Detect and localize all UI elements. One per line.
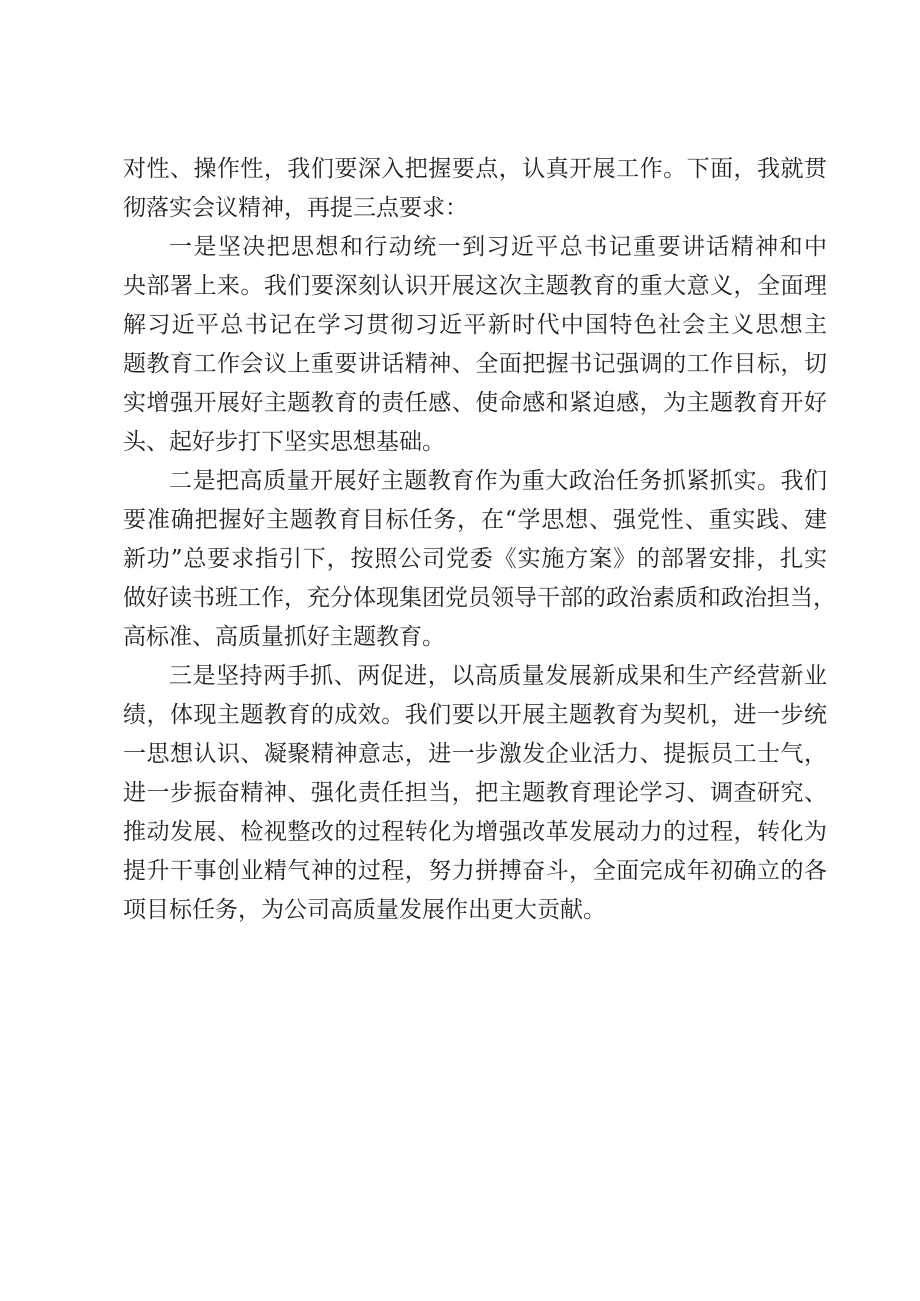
text-line: 要准确把握好主题教育目标任务，在“学思想、强党性、重实践、建 — [123, 507, 827, 533]
text-line: 推动发展、检视整改的过程转化为增强改革发展动力的过程，转化为 — [123, 819, 827, 845]
text-line: 解习近平总书记在学习贯彻习近平新时代中国特色社会主义思想主 — [123, 312, 827, 338]
text-line: 头、起好步打下坚实思想基础。 — [123, 429, 445, 455]
paragraph-requirement-3 — [123, 657, 827, 930]
text-line: 绩，体现主题教育的成效。我们要以开展主题教育为契机，进一步统 — [123, 702, 827, 728]
paragraph-intro — [123, 150, 827, 228]
text-line: 项目标任务，为公司高质量发展作出更大贡献。 — [123, 897, 606, 923]
paragraph-requirement-2 — [123, 462, 836, 657]
text-line: 一是坚决把思想和行动统一到习近平总书记重要讲话精神和中 — [169, 234, 827, 260]
text-line: 做好读书班工作，充分体现集团党员领导干部的政治素质和政治担当， — [123, 585, 836, 611]
text-line: 进一步振奋精神、强化责任担当，把主题教育理论学习、调查研究、 — [123, 780, 827, 806]
text-line: 二是把高质量开展好主题教育作为重大政治任务抓紧抓实。我们 — [169, 468, 827, 494]
text-line: 新功”总要求指引下，按照公司党委《实施方案》的部署安排，扎实 — [123, 546, 827, 572]
text-line: 一思想认识、凝聚精神意志，进一步激发企业活力、提振员工士气， — [123, 741, 827, 767]
document-body — [123, 150, 836, 930]
paragraph-requirement-1 — [123, 228, 827, 462]
text-line: 央部署上来。我们要深刻认识开展这次主题教育的重大意义，全面理 — [123, 273, 827, 299]
text-line: 三是坚持两手抓、两促进，以高质量发展新成果和生产经营新业 — [169, 663, 827, 689]
text-line: 提升干事创业精气神的过程，努力拼搏奋斗，全面完成年初确立的各 — [123, 858, 827, 884]
text-line: 高标准、高质量抓好主题教育。 — [123, 624, 445, 650]
text-line: 对性、操作性，我们要深入把握要点，认真开展工作。下面，我就贯 — [123, 156, 827, 182]
text-line: 题教育工作会议上重要讲话精神、全面把握书记强调的工作目标，切 — [123, 351, 827, 377]
text-line: 实增强开展好主题教育的责任感、使命感和紧迫感，为主题教育开好 — [123, 390, 827, 416]
text-line: 彻落实会议精神，再提三点要求： — [123, 195, 468, 221]
